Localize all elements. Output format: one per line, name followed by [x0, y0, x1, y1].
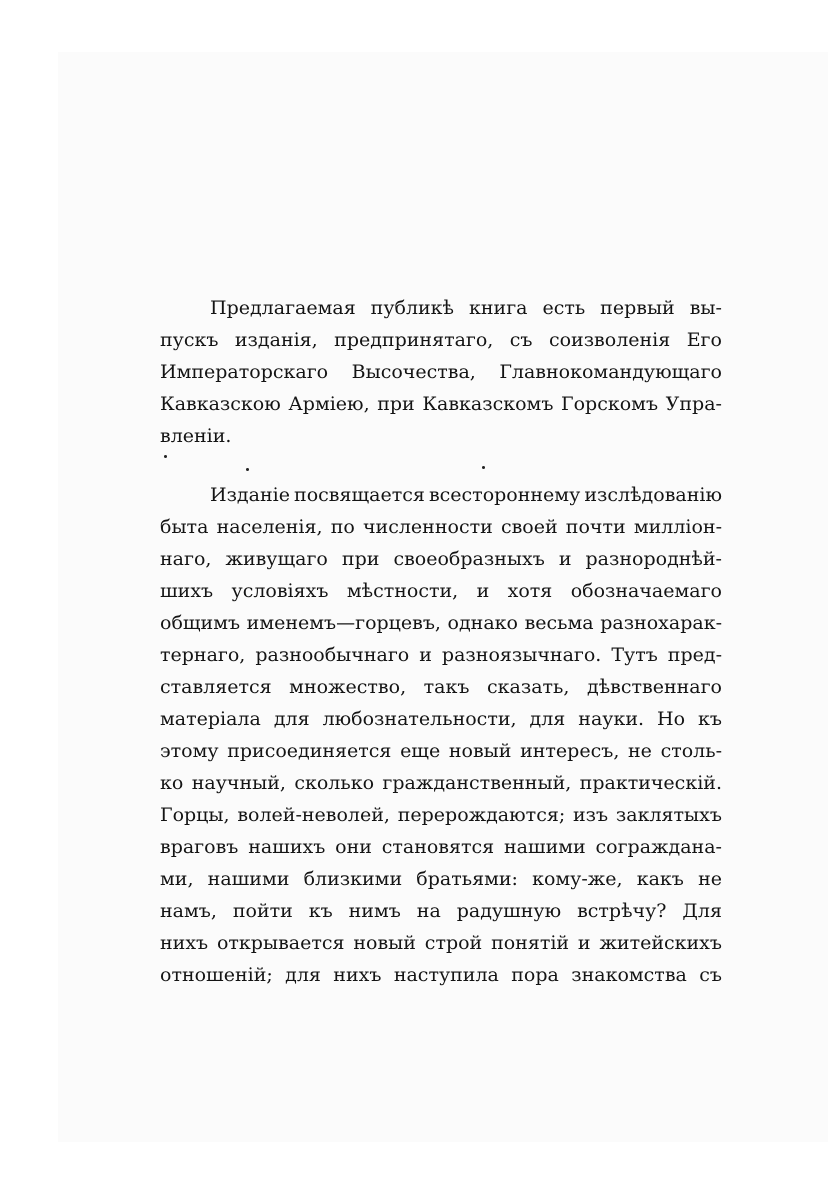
word: посвящается: [294, 484, 425, 506]
text-line: [160, 863, 722, 895]
word: Но: [657, 708, 686, 730]
word: не: [698, 868, 722, 890]
word: Его: [686, 329, 722, 351]
word: близкими: [303, 868, 403, 890]
word: соизволенія: [548, 329, 671, 351]
word: и: [577, 932, 591, 954]
text-line: [160, 927, 722, 959]
text-line: вленіи.: [160, 425, 232, 447]
word: своей: [500, 516, 558, 538]
word: численности: [363, 516, 493, 538]
word: съ: [509, 329, 533, 351]
word: общимъ: [160, 612, 241, 634]
word: Кавказскою: [160, 393, 281, 415]
word: житейскихъ: [599, 932, 722, 954]
word: науки.: [578, 708, 645, 730]
word: быта: [160, 516, 209, 538]
word: мѣстности,: [346, 580, 459, 602]
word: къ: [698, 708, 722, 730]
word: дѣвственнаго: [587, 676, 722, 698]
word: разнохарак-: [600, 612, 722, 634]
word: пора: [511, 964, 559, 986]
text-line: [160, 479, 722, 511]
text-line: [160, 388, 722, 420]
word: отношеній;: [160, 964, 273, 986]
word: радушную: [456, 900, 562, 922]
word: изданія,: [234, 329, 318, 351]
word: гражданственный,: [382, 772, 572, 794]
text-line: [160, 292, 722, 324]
word: они: [335, 836, 372, 858]
word: Высочества,: [351, 361, 476, 383]
word: встрѣчу?: [577, 900, 667, 922]
word: для: [529, 708, 566, 730]
text-line: [160, 511, 722, 543]
word: столь-: [660, 740, 722, 762]
speck-mark: [246, 468, 249, 471]
text-line: [160, 671, 722, 703]
word: нашими: [207, 868, 290, 890]
word: Для: [682, 900, 722, 922]
word: почти: [565, 516, 626, 538]
word: наго,: [160, 548, 212, 570]
word: съ: [699, 964, 722, 986]
word: еще: [400, 740, 441, 762]
speck-mark: [482, 466, 485, 469]
word: Предлагаемая: [210, 297, 356, 319]
word: для: [273, 708, 310, 730]
text-line: [160, 735, 722, 767]
text-line: [160, 356, 722, 388]
text-line: [160, 607, 722, 639]
word: перерождаются;: [397, 804, 566, 826]
word: пред-: [667, 644, 722, 666]
word: Тутъ: [611, 644, 658, 666]
word: и: [476, 580, 490, 602]
word: по: [330, 516, 355, 538]
word: ми,: [160, 868, 194, 890]
word: населенія,: [216, 516, 323, 538]
text-line: [160, 959, 722, 991]
speck-mark: [164, 455, 167, 458]
word: нихъ: [160, 932, 209, 954]
word: шихъ: [160, 580, 214, 602]
word: волей-неволей,: [237, 804, 390, 826]
word: первый: [600, 297, 675, 319]
word: и: [419, 644, 432, 666]
word: строй: [424, 932, 483, 954]
word: Упра-: [665, 393, 722, 415]
word: любознательности,: [322, 708, 517, 730]
word: множество,: [289, 676, 407, 698]
word: Кавказскомъ: [422, 393, 554, 415]
text-line: [160, 831, 722, 863]
word: матеріала: [160, 708, 261, 730]
word: становятся: [381, 836, 495, 858]
word: нашими: [503, 836, 586, 858]
word: условіяхъ: [231, 580, 329, 602]
word: присоединяется: [227, 740, 392, 762]
text-line: [160, 543, 722, 575]
word: предпринятаго,: [334, 329, 494, 351]
word: Горцы,: [160, 804, 230, 826]
word: какъ: [636, 868, 684, 890]
word: намъ,: [160, 900, 217, 922]
word: братьями:: [416, 868, 518, 890]
word: милліон-: [633, 516, 722, 538]
word: практическій.: [579, 772, 722, 794]
word: пускъ: [160, 329, 219, 351]
word: именемъ—горцевъ,: [246, 612, 441, 634]
word: Главнокомандующаго: [499, 361, 722, 383]
word: новый: [353, 932, 416, 954]
word: живущаго: [225, 548, 328, 570]
word: согражданa-: [595, 836, 722, 858]
word: нимъ: [348, 900, 401, 922]
word: такъ: [423, 676, 470, 698]
word: ко: [160, 772, 184, 794]
word: открывается: [216, 932, 345, 954]
text-line: [160, 703, 722, 735]
word: наступила: [393, 964, 499, 986]
word: Горскомъ: [561, 393, 659, 415]
word: разнообычнаго: [255, 644, 410, 666]
word: при: [341, 548, 380, 570]
word: на: [416, 900, 441, 922]
word: для: [285, 964, 321, 986]
word: нихъ: [333, 964, 382, 986]
word: вы-: [689, 297, 722, 319]
word: этому: [160, 740, 219, 762]
word: книга: [469, 297, 528, 319]
text-line: [160, 575, 722, 607]
word: новый: [448, 740, 512, 762]
word: заклятыхъ: [615, 804, 722, 826]
word: понятій: [491, 932, 570, 954]
word: враговъ: [160, 836, 239, 858]
word: публикѣ: [370, 297, 455, 319]
word: къ: [308, 900, 333, 922]
paragraph-2: [160, 479, 722, 991]
word: однако: [447, 612, 518, 634]
word: Императорскаго: [160, 361, 329, 383]
word: весьма: [524, 612, 594, 634]
word: сколько: [294, 772, 375, 794]
word: изъ: [573, 804, 609, 826]
word: разноязычнаго.: [441, 644, 602, 666]
word: пойти: [232, 900, 293, 922]
word: изслѣдованію: [584, 484, 722, 506]
text-line: [160, 799, 722, 831]
word: и: [558, 548, 572, 570]
word: ставляется: [160, 676, 272, 698]
word: Изданіе: [210, 484, 290, 506]
word: научный,: [191, 772, 286, 794]
word: своеобразныхъ: [393, 548, 545, 570]
text-line: [160, 767, 722, 799]
word: Арміею,: [288, 393, 370, 415]
word: нашихъ: [248, 836, 326, 858]
text-line: [160, 895, 722, 927]
text-line: [160, 639, 722, 671]
word: есть: [542, 297, 586, 319]
word: знакомства: [571, 964, 687, 986]
word: кому-же,: [532, 868, 623, 890]
word: не: [628, 740, 652, 762]
word: тернаго,: [160, 644, 246, 666]
word: разнороднѣй-: [585, 548, 722, 570]
word: обозначаемаго: [570, 580, 722, 602]
text-line: [160, 324, 722, 356]
word: хотя: [507, 580, 553, 602]
word: всестороннему: [428, 484, 581, 506]
word: сказать,: [487, 676, 570, 698]
word: при: [377, 393, 415, 415]
paragraph-1: [160, 292, 722, 452]
word: интересъ,: [520, 740, 620, 762]
